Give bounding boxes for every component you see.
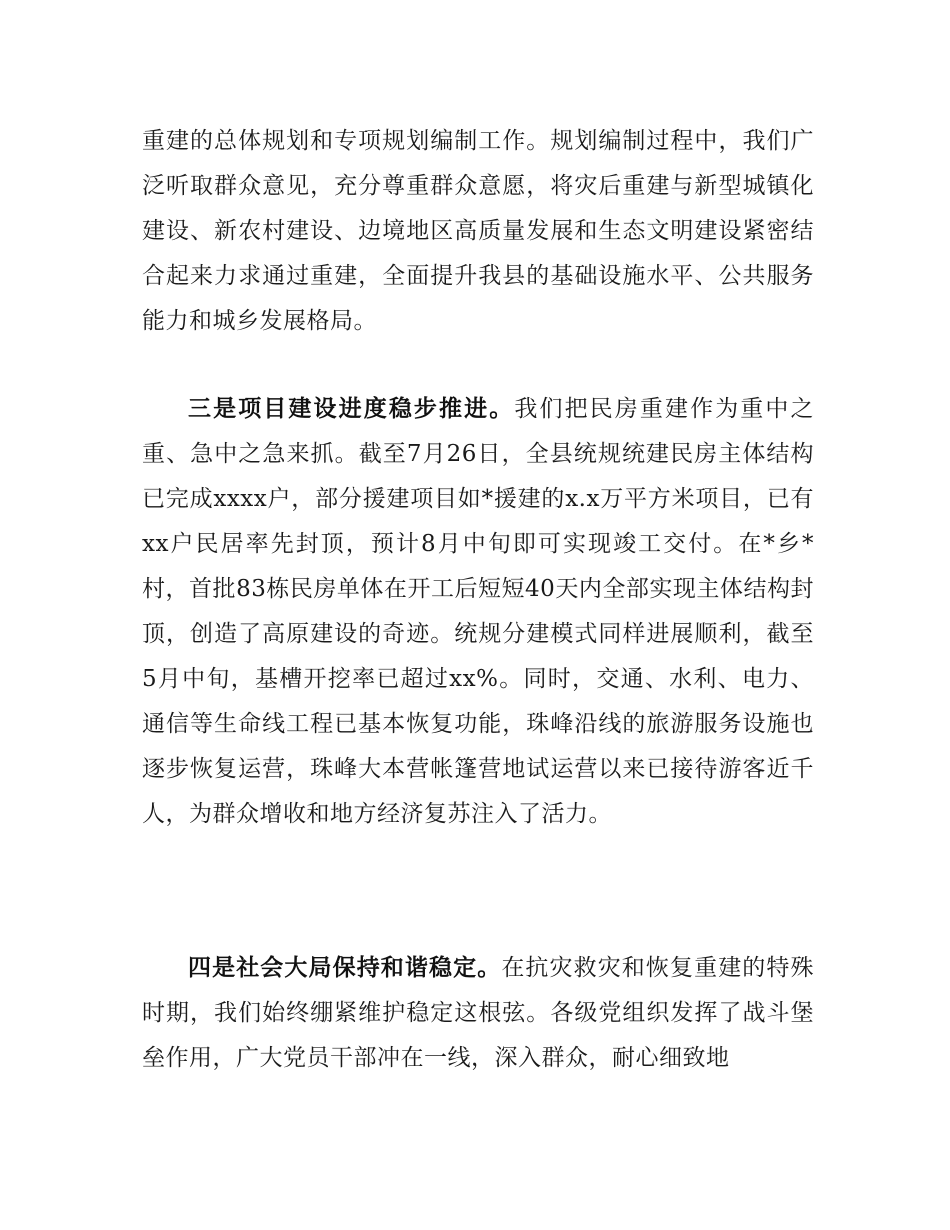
paragraph-project-progress — [142, 387, 814, 837]
paragraph-body: 我们把民房重建作为重中之重、急中之急来抓。截至7月26日，全县统规统建民房主体结构已完成xxxx户，部分援建项目如*援建的x.x万平方米项目，已有xx户民居率先封顶，预计8月中旬即可实现竣工交付。在*乡*村，首批83栋民房单体在开工后短短40天内全部实现主体结构封顶，创造了高原建设的奇迹。统规分建模式同样进展顺利，截至5月中旬，基槽开挖率已超过xx%。同时，交通、水利、电力、通信等生命线工程已基本恢复功能，珠峰沿线的旅游服务设施也逐步恢复运营，珠峰大本营帐篷营地试运营以来已接待游客近千人，为群众增收和地方经济复苏注入了活力。 — [142, 396, 815, 827]
paragraph-heading: 四是社会大局保持和谐稳定。 — [188, 955, 502, 981]
paragraph-body: 在抗灾救灾和恢复重建的特殊时期，我们始终绷紧维护稳定这根弦。各级党组织发挥了战斗堡垒作用，广大党员干部冲在一线，深入群众，耐心细致地 — [142, 955, 815, 1071]
paragraph-body: 重建的总体规划和专项规划编制工作。规划编制过程中，我们广泛听取群众意见，充分尊重群众意愿，将灾后重建与新型城镇化建设、新农村建设、边境地区高质量发展和生态文明建设紧密结合起来力求通过重建，全面提升我县的基础设施水平、公共服务能力和城乡发展格局。 — [142, 128, 814, 334]
paragraph-social-stability — [142, 946, 814, 1081]
paragraph-heading: 三是项目建设进度稳步推进。 — [188, 396, 515, 422]
paragraph-planning — [142, 119, 814, 344]
paragraph-content — [142, 946, 814, 1081]
paragraph-content — [142, 387, 814, 837]
